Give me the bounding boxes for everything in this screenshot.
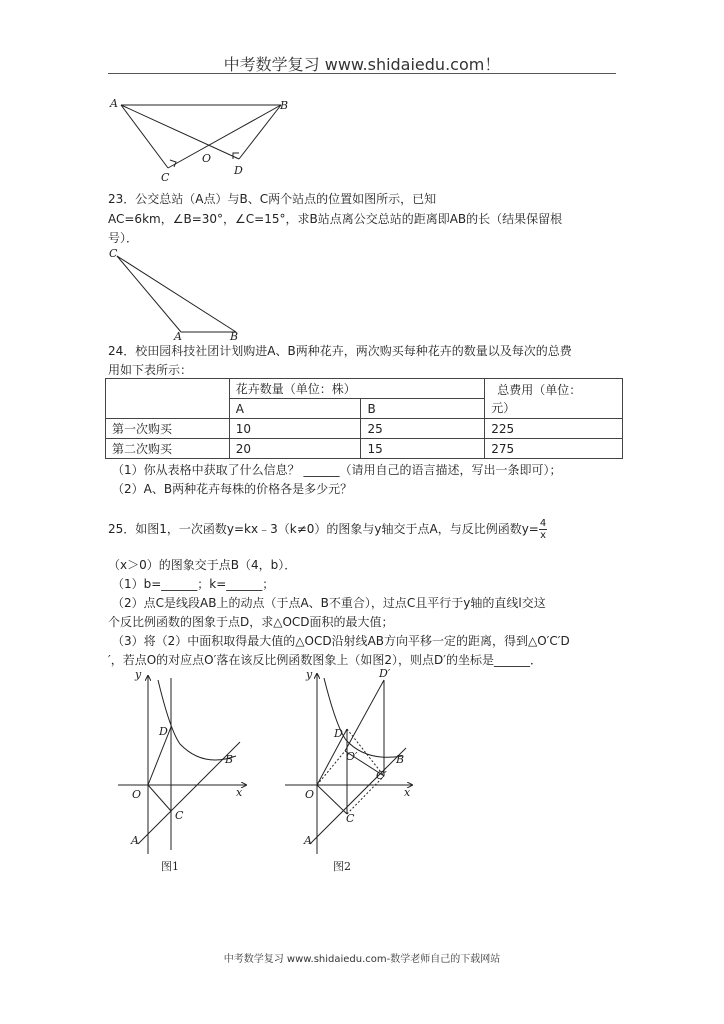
label-top-O: O [202,152,212,165]
label-q23-A: A [174,330,182,342]
header-total-cost [485,379,623,419]
cell-a: 10 [229,419,361,439]
fig2-label-O: O [305,788,315,801]
flower-purchase-table [105,378,623,459]
fraction-numerator: 4 [539,518,547,529]
q24-sub1: （1）你从表格中获取了什么信息？ ______（请用自己的语言描述，写出一条即可）； [112,463,562,477]
fig2-label-D: D [334,727,343,740]
figure-top-triangles [108,96,298,182]
table-row [106,439,623,459]
fig1-axis-x: x [236,786,243,799]
fig1-label-B: B [225,753,234,766]
figure-2-graph [280,664,420,876]
fraction-4-over-x [539,518,547,541]
fig2-label-O-prime: O′ [346,750,358,763]
fig1-label-D: D [159,725,168,738]
header-col-a: A [229,399,361,419]
table-header-row [106,379,623,399]
label-top-C: C [161,171,170,182]
page-header: 中考数学复习 www.shidaiedu.com！ [223,55,501,74]
fig2-label-C: C [346,812,355,825]
fig1-axis-y: y [135,668,142,681]
fig2-label-C-prime: C′ [376,769,387,782]
cell-a: 20 [229,439,361,459]
q25-line2: （x＞0）的图象交于点B（4，b）． [108,558,297,572]
label-top-A: A [110,97,118,110]
fig2-axis-x: x [404,786,411,799]
q23-line2: AC=6km，∠B=30°，∠C=15°，求B站点离公交总站的距离即AB的长（结果保留根 [108,212,563,226]
label-top-B: B [280,99,289,112]
header-col-b: B [361,399,485,419]
fig2-label-A: A [304,834,312,847]
q25-line4: （2）点C是线段AB上的动点（于点A、B不重合），过点C且平行于y轴的直线l交这 [112,596,546,610]
row-label: 第一次购买 [106,419,230,439]
label-q23-B: B [230,330,239,342]
figure-1-caption: 图1 [161,860,179,873]
row-label: 第二次购买 [106,439,230,459]
cell-b: 25 [361,419,485,439]
figure-1-graph [118,664,258,876]
table-corner-cell [106,379,230,419]
q25-line1-text: 25．如图1，一次函数y=kx﹣3（k≠0）的图象与y轴交于点A，与反比例函数y= [108,522,539,536]
q24-line2: 用如下表所示： [108,363,193,377]
header-total-cost-line2: 元） [491,400,516,415]
table-row [106,419,623,439]
fig1-label-C: C [175,809,184,822]
q25-line5: 个反比例函数的图象于点D，求△OCD面积的最大值； [108,615,394,629]
page-footer: 中考数学复习 www.shidaiedu.com-数学老师自己的下载网站 [223,954,501,965]
fig1-label-A: A [131,834,139,847]
label-q23-C: C [109,247,118,260]
q25-line3: （1）b=______；k=______； [112,577,275,591]
cell-b: 15 [361,439,485,459]
fig2-axis-y: y [306,668,313,681]
q23-line3: 号）． [108,231,139,245]
cell-cost: 225 [485,419,623,439]
q23-line1: 23．公交总站（A点）与B、C两个站点的位置如图所示，已知 [108,192,437,206]
q25-line7: ′，若点O的对应点O′落在该反比例函数图象上（如图2），则点D′的坐标是______． [108,653,542,667]
header-flower-quantity: 花卉数量（单位：株） [229,379,484,399]
q25-line1 [108,517,547,541]
fig2-label-D-prime: D′ [379,667,391,680]
fig2-label-B: B [396,753,405,766]
label-top-D: D [234,164,243,177]
fig1-label-O: O [132,788,142,801]
q25-line6: （3）将（2）中面积取得最大值的△OCD沿射线AB方向平移一定的距离，得到△O′C′D [112,634,570,648]
fraction-denominator: x [540,530,546,541]
figure-2-caption: 图2 [333,860,351,873]
figure-q23-triangle [108,246,248,342]
q24-sub2: （2）A、B两种花卉每株的价格各是多少元？ [112,482,353,496]
cell-cost: 275 [485,439,623,459]
header-total-cost-line1: 总费用（单位： [497,382,582,397]
header-rule [108,73,616,74]
q24-line1: 24．校田园科技社团计划购进A、B两种花卉，两次购买每种花卉的数量以及每次的总费 [108,344,572,358]
